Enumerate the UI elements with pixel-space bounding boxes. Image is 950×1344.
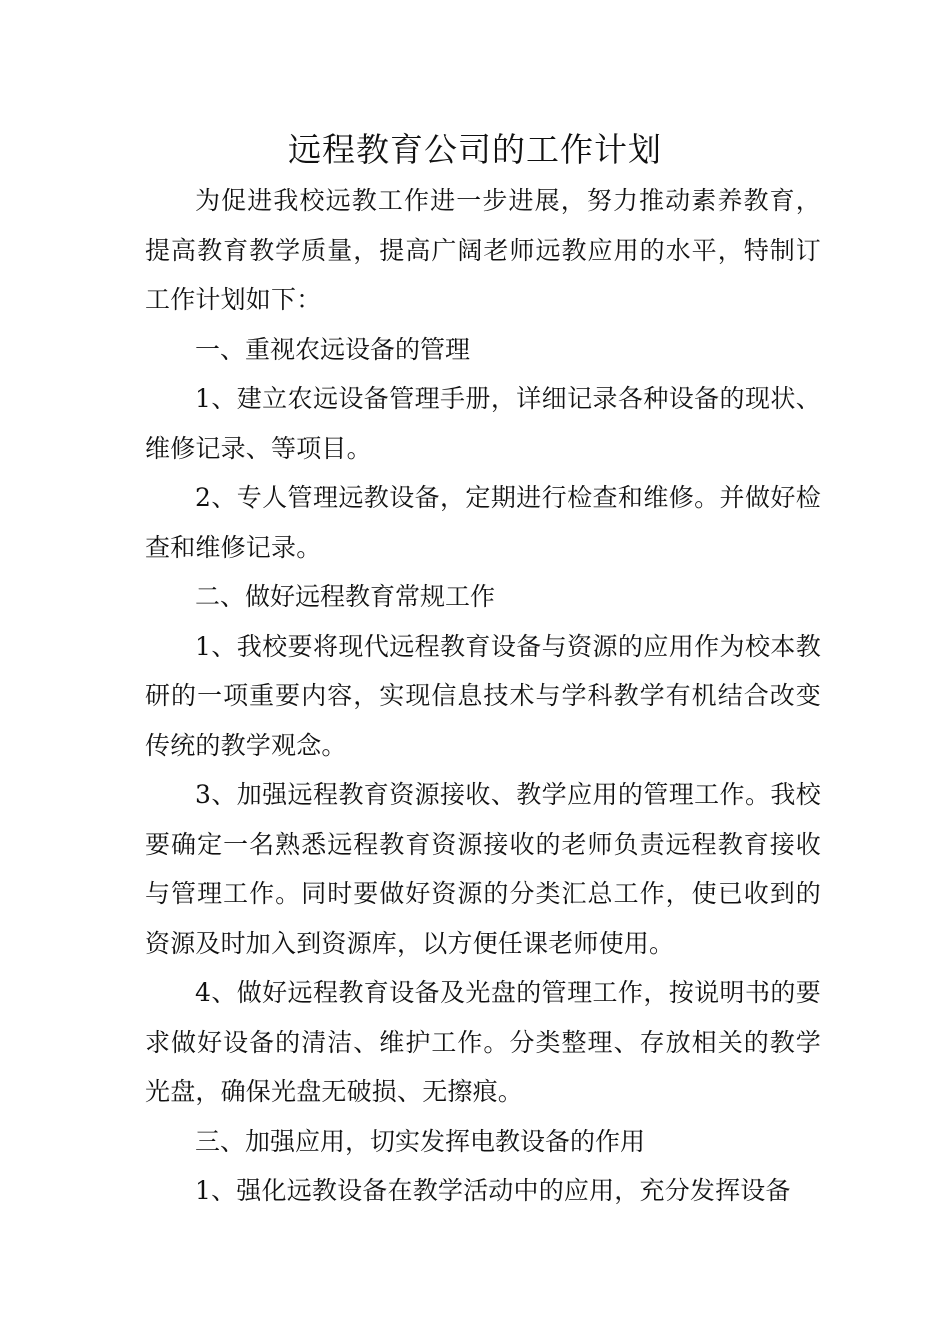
section-1-item-1: 1、建立农远设备管理手册，详细记录各种设备的现状、维修记录、等项目。 [145,384,821,463]
section-2-item-4: 4、做好远程教育设备及光盘的管理工作，按说明书的要求做好设备的清洁、维护工作。分类整理、存放相关的教学光盘，确保光盘无破损、无擦痕。 [145,978,821,1106]
section-heading-1: 一、重视农远设备的管理 [195,334,471,364]
section-heading-2: 二、做好远程教育常规工作 [195,582,496,611]
section-heading-3: 三、加强应用，切实发挥电教设备的作用 [195,1126,646,1156]
section-3-item-1: 1、强化远教设备在教学活动中的应用，充分发挥设备 [195,1176,791,1205]
intro-paragraph: 为促进我校远教工作进一步进展，努力推动素养教育，提高教育教学质量，提高广阔老师远教应用的水平，特制订工作计划如下： [145,186,821,314]
section-2-item-3: 3、加强远程教育资源接收、教学应用的管理工作。我校要确定一名熟悉远程教育资源接收的老师负责远程教育接收与管理工作。同时要做好资源的分类汇总工作，使已收到的资源及时加入到资源库，以方便任课老师使用。 [145,780,821,958]
section-1-item-2: 2、专人管理远教设备，定期进行检查和维修。并做好检查和维修记录。 [145,483,821,562]
document-title: 远程教育公司的工作计划 [288,130,662,169]
section-2-item-1: 1、我校要将现代远程教育设备与资源的应用作为校本教研的一项重要内容，实现信息技术与学科教学有机结合改变传统的教学观念。 [145,631,821,760]
document-body [145,176,821,1216]
